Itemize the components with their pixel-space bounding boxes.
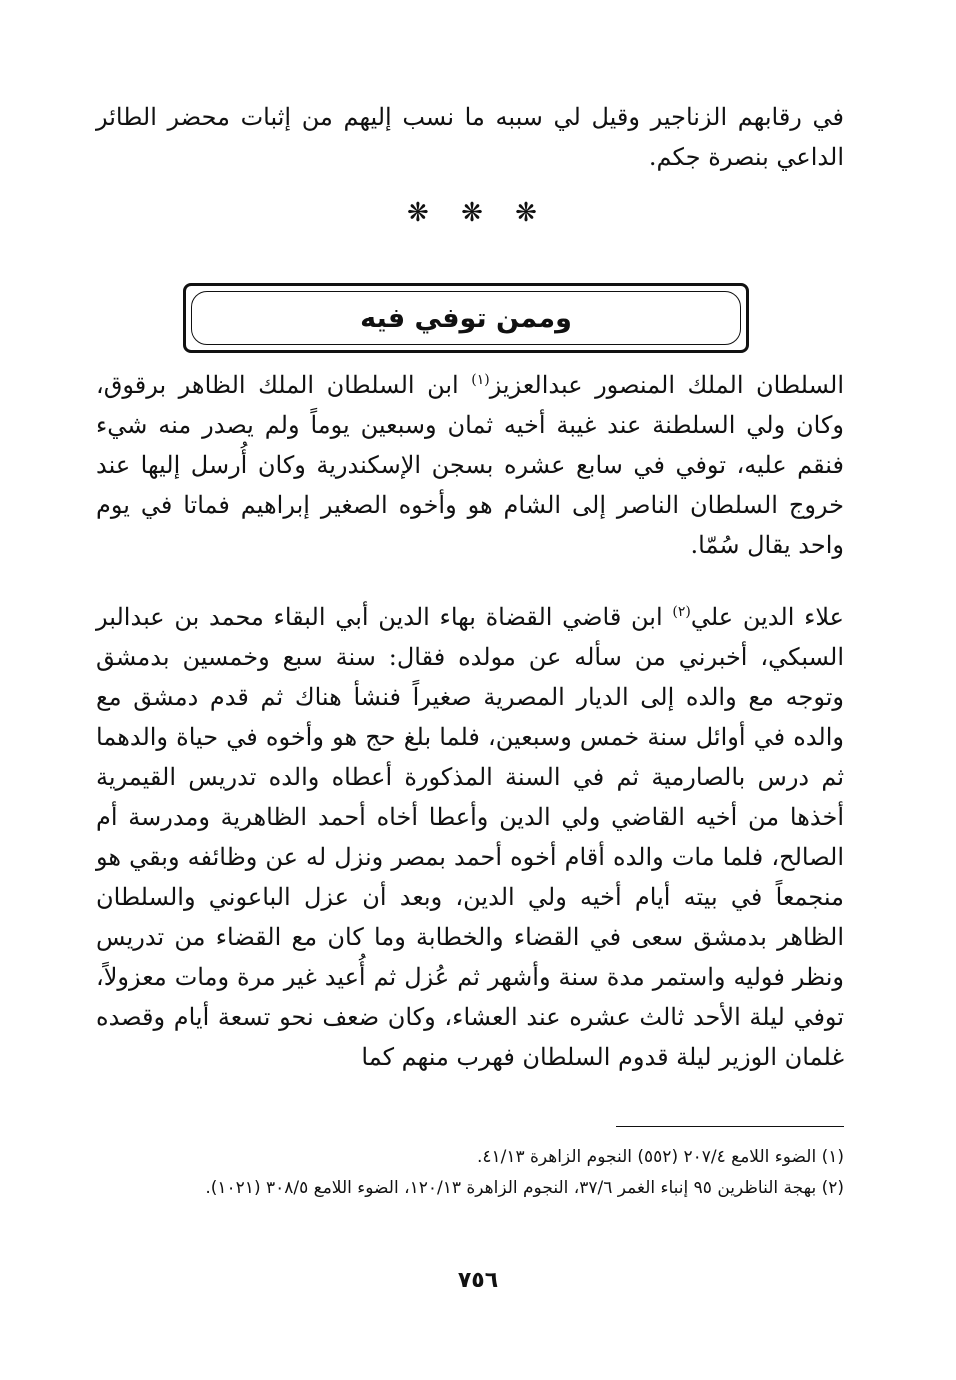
intro-paragraph: في رقابهم الزناجير وقيل لي سببه ما نسب إليهم من إثبات محضر الطائر الداعي بنصرة جكم. bbox=[96, 103, 844, 171]
section-title-frame bbox=[183, 283, 749, 353]
intro-paragraph-block bbox=[96, 97, 844, 177]
footnotes bbox=[96, 1143, 844, 1205]
footnote: (٢) بهجة الناظرين ٩٥ إنباء الغمر ٣٧/٦، النجوم الزاهرة ١٢٠/١٣، الضوء اللامع ٣٠٨/٥ (١٠٢١). bbox=[205, 1178, 844, 1198]
entry-name: السلطان الملك المنصور عبدالعزيز bbox=[489, 371, 844, 399]
footnote: (١) الضوء اللامع ٢٠٧/٤ (٥٥٢) النجوم الزاهرة ٤١/١٣. bbox=[476, 1147, 844, 1167]
section-title: وممن توفي فيه bbox=[360, 302, 572, 334]
page-number: ٧٥٦ bbox=[457, 1268, 499, 1293]
entry-paragraph bbox=[96, 597, 844, 1077]
entry-paragraph bbox=[96, 365, 844, 565]
section-separator: ❋ ❋ ❋ bbox=[407, 198, 549, 228]
entry-text: ابن السلطان الملك الظاهر برقوق، وكان ولي السلطنة عند غيبة أخيه ثمان وسبعين يوماً ولم يصدر منه شيء فنقم عليه، توفي في سابع عشره بسجن الإسكندرية وكان أُرسل إليها عند خروج السلطان الناصر إلى الشام هو وأخوه الصغير إبراهيم فماتا في يوم واحد يقال سُمّا. bbox=[96, 371, 844, 559]
footnote-reference: (١) bbox=[471, 372, 490, 388]
biography-entry bbox=[96, 365, 844, 565]
entry-name: علاء الدين علي bbox=[690, 603, 845, 631]
footnote-reference: (٢) bbox=[672, 604, 691, 620]
entry-text: ابن قاضي القضاة بهاء الدين أبي البقاء محمد بن عبدالبر السبكي، أخبرني من سأله عن مولده فقال: سنة سبع وخمسين بدمشق وتوجه مع والده إلى الديار المصرية صغيراً فنشأ هناك ثم قدم دمشق مع والده في أوائل سنة خمس وسبعين، فلما بلغ حج هو وأخوه في حياة والدهما ثم درس بالصارمية ثم في السنة المذكورة أعطاه والده تدريس القيمرية أخذها من أخيه القاضي ولي الدين وأعطا أخاه أحمد الظاهرية ومدرسة أم الصالح، فلما مات والده أقام أخوه أحمد بمصر ونزل له عن وظائفه وبقي هو منجمعاً في بيته أيام أخيه ولي الدين، وبعد أن عزل الباعوني والسلطان الظاهر بدمشق سعى في القضاء والخطابة وما كان مع القضاء من تدريس ونظر فوليه واستمر مدة سنة وأشهر ثم عُزل ثم أُعيد غير مرة ومات معزولاً، توفي ليلة الأحد ثالث عشره عند العشاء، وكان ضعف نحو تسعة أيام وقصده غلمان الوزير ليلة قدوم السلطان فهرب منهم كما bbox=[96, 603, 844, 1071]
biography-entry bbox=[96, 597, 844, 1077]
footnote-divider bbox=[616, 1126, 844, 1127]
section-title-inner-frame bbox=[191, 291, 741, 345]
